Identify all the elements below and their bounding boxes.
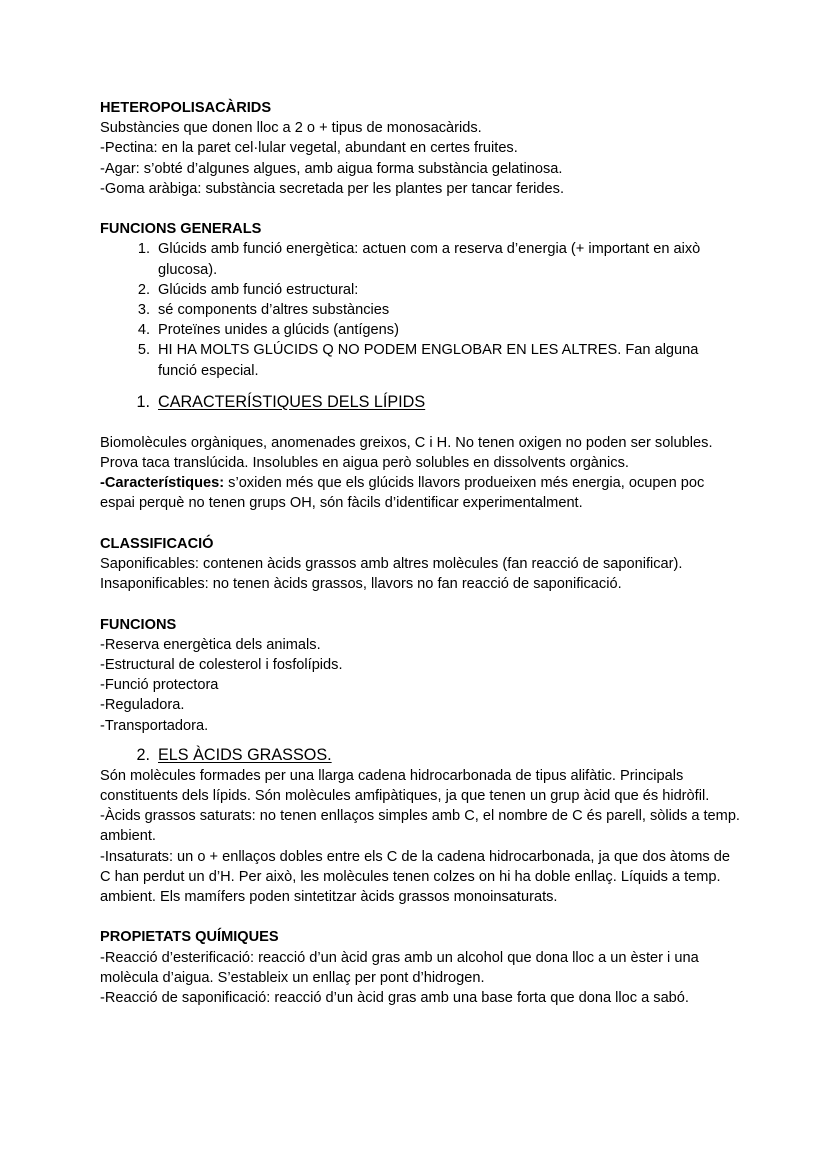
caracteristiques-label: -Característiques: xyxy=(100,475,225,492)
list-item xyxy=(100,280,740,300)
section-title: ELS ÀCIDS GRASSOS. xyxy=(158,745,332,764)
heading-funcions: FUNCIONS xyxy=(100,616,177,633)
list-number: 5. xyxy=(137,342,150,359)
caracteristiques-text: s’oxiden més que els glúcids llavors produeixen més energia, ocupen poc espai perquè no tenen grups OH, són fàcils d’identificar experimentalment. xyxy=(100,475,705,512)
list-number: 2. xyxy=(137,281,150,298)
text-line: Substàncies que donen lloc a 2 o + tipus de monosacàrids. xyxy=(100,120,482,137)
section-heading-acids-grassos xyxy=(100,744,740,766)
text-line: -Reacció de saponificació: reacció d’un àcid gras amb una base forta que dona lloc a sabó. xyxy=(100,990,689,1007)
text-line: -Agar: s’obté d’algunes algues, amb aigua forma substància gelatinosa. xyxy=(100,160,563,177)
list-text: Proteïnes unides a glúcids (antígens) xyxy=(158,322,399,339)
text-line: Saponificables: contenen àcids grassos amb altres molècules (fan reacció de saponificar). xyxy=(100,556,683,573)
acids-paragraph-3: -Insaturats: un o + enllaços dobles entre els C de la cadena hidrocarbonada, ja que dos àtoms de C han perdut un d’H. Per això, les molècules tenen colzes on hi ha doble enllaç. Líquids a temp. ambient. Els mamífers poden sintetitzar àcids grassos monoinsaturats. xyxy=(100,848,730,906)
text-line: -Reguladora. xyxy=(100,697,185,714)
funcions-generals-list xyxy=(100,239,740,380)
heading-classificacio: CLASSIFICACIÓ xyxy=(100,535,214,552)
list-item xyxy=(100,239,740,279)
document-content xyxy=(100,98,740,1008)
section-title: CARACTERÍSTIQUES DELS LÍPIDS xyxy=(158,392,426,411)
text-line: -Funció protectora xyxy=(100,677,219,694)
section-number: 1. xyxy=(136,392,150,411)
acids-paragraph-2: -Àcids grassos saturats: no tenen enllaços simples amb C, el nombre de C és parell, sòlids a temp. ambient. xyxy=(100,808,740,845)
list-number: 1. xyxy=(137,241,150,258)
list-item xyxy=(100,340,740,380)
text-line: -Goma aràbiga: substància secretada per les plantes per tancar ferides. xyxy=(100,180,565,197)
text-line: -Pectina: en la paret cel·lular vegetal, abundant en certes fruites. xyxy=(100,140,518,157)
list-number: 4. xyxy=(137,322,150,339)
text-line: -Reacció d’esterificació: reacció d’un àcid gras amb un alcohol que dona lloc a un èster i una molècula d’aigua. S’estableix un enllaç per pont d’hidrogen. xyxy=(100,949,699,986)
text-line: -Estructural de colesterol i fosfolípids. xyxy=(100,657,343,674)
section-number: 2. xyxy=(136,745,150,764)
lipids-intro: Biomolècules orgàniques, anomenades greixos, C i H. No tenen oxigen no poden ser solubles. Prova taca translúcida. Insolubles en aigua però solubles en dissolvents orgànics. xyxy=(100,434,713,472)
list-text: Glúcids amb funció energètica: actuen com a reserva d’energia (+ important en això glucosa). xyxy=(158,241,701,278)
heading-heteropolisacarids: HETEROPOLISACÀRIDS xyxy=(100,100,272,116)
list-number: 3. xyxy=(137,302,150,319)
text-line: -Reserva energètica dels animals. xyxy=(100,636,321,653)
list-item xyxy=(100,300,740,320)
section-heading-lipids xyxy=(100,391,740,413)
lipids-caracteristiques xyxy=(100,473,740,513)
text-line: Insaponificables: no tenen àcids grassos, llavors no fan reacció de saponificació. xyxy=(100,576,622,593)
list-text: HI HA MOLTS GLÚCIDS Q NO PODEM ENGLOBAR EN LES ALTRES. Fan alguna funció especial. xyxy=(158,342,699,379)
list-text: Glúcids amb funció estructural: xyxy=(158,281,359,298)
heading-funcions-generals: FUNCIONS GENERALS xyxy=(100,221,262,238)
text-line: -Transportadora. xyxy=(100,717,209,734)
heading-propietats-quimiques: PROPIETATS QUÍMIQUES xyxy=(100,929,279,946)
list-item xyxy=(100,320,740,340)
acids-paragraph-1: Són molècules formades per una llarga cadena hidrocarbonada de tipus alifàtic. Principals constituents dels lípids. Són molècules amfipàtiques, ja que tenen un grup àcid que és hidròfil. xyxy=(100,767,710,805)
list-text: sé components d’altres substàncies xyxy=(158,302,390,319)
